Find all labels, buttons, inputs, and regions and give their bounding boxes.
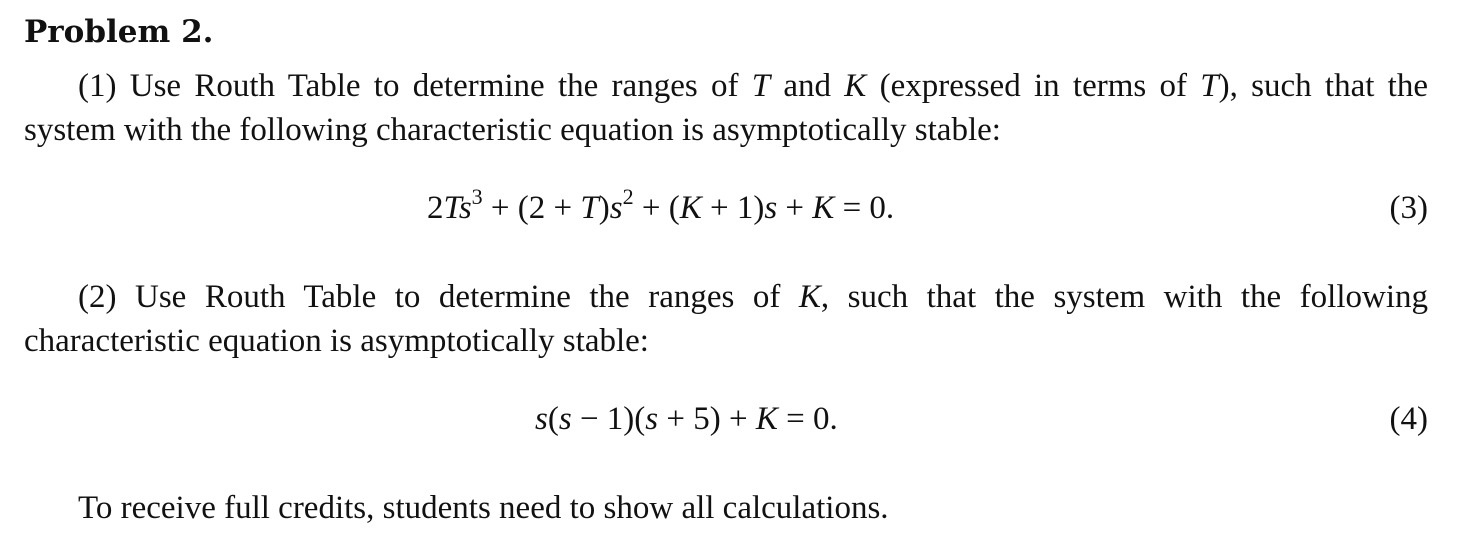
eq3-part: + 1) — [701, 190, 765, 226]
eq4-var-k: K — [755, 401, 778, 437]
eq3-var-t: T — [443, 190, 459, 226]
eq3-var-k: K — [812, 190, 835, 226]
eq3-exponent: 2 — [622, 184, 634, 209]
eq3-var-s: s — [609, 190, 623, 226]
eq4-part: ( — [547, 401, 559, 437]
equation-3-number: (3) — [1389, 190, 1428, 226]
footer-note: To receive full credits, students need to show all calculations. — [78, 490, 889, 526]
eq3-part: + (2 + — [482, 190, 581, 226]
problem-heading: Problem 2. — [24, 14, 214, 50]
eq3-tail: = 0. — [834, 190, 895, 226]
part1-text-b: and — [770, 68, 845, 104]
part2-text-b: , such that the system with the following characteristic equation is asymptotically stable: — [24, 279, 1428, 359]
part1-text-c: (expressed in terms of — [866, 68, 1201, 104]
part1-text-a: Use Routh Table to determine the ranges of — [116, 68, 752, 104]
part2-paragraph — [24, 275, 1428, 363]
eq4-var-s: s — [558, 401, 572, 437]
eq3-var-s: s — [458, 190, 472, 226]
part1-paragraph — [24, 64, 1428, 152]
part2-label: (2) — [78, 279, 117, 315]
var-k: K — [844, 68, 867, 104]
eq4-var-s: s — [535, 401, 548, 437]
eq3-var-k: K — [679, 190, 702, 226]
footer-paragraph — [24, 486, 1428, 530]
eq3-part: + ( — [633, 190, 680, 226]
part2-text-a: Use Routh Table to determine the ranges of — [116, 279, 799, 315]
eq3-coef: 2 — [427, 190, 444, 226]
eq3-var-s: s — [764, 190, 778, 226]
equation-4-number: (4) — [1389, 401, 1428, 437]
part1-text-d: ), such that the system with the following characteristic equation is asymptotically stable: — [24, 68, 1428, 148]
eq4-tail: = 0. — [777, 401, 838, 437]
eq3-part: + — [777, 190, 813, 226]
eq3-exponent: 3 — [471, 184, 483, 209]
eq3-var-t: T — [580, 190, 599, 226]
eq3-part: ) — [598, 190, 610, 226]
equation-4-body — [535, 397, 838, 441]
equation-3-body — [427, 186, 894, 230]
eq4-part: − 1)( — [571, 401, 646, 437]
part1-label: (1) — [78, 68, 117, 104]
eq4-var-s: s — [645, 401, 659, 437]
var-t: T — [751, 68, 771, 104]
var-k: K — [798, 279, 821, 315]
var-t: T — [1200, 68, 1219, 104]
eq4-part: + 5) + — [658, 401, 756, 437]
